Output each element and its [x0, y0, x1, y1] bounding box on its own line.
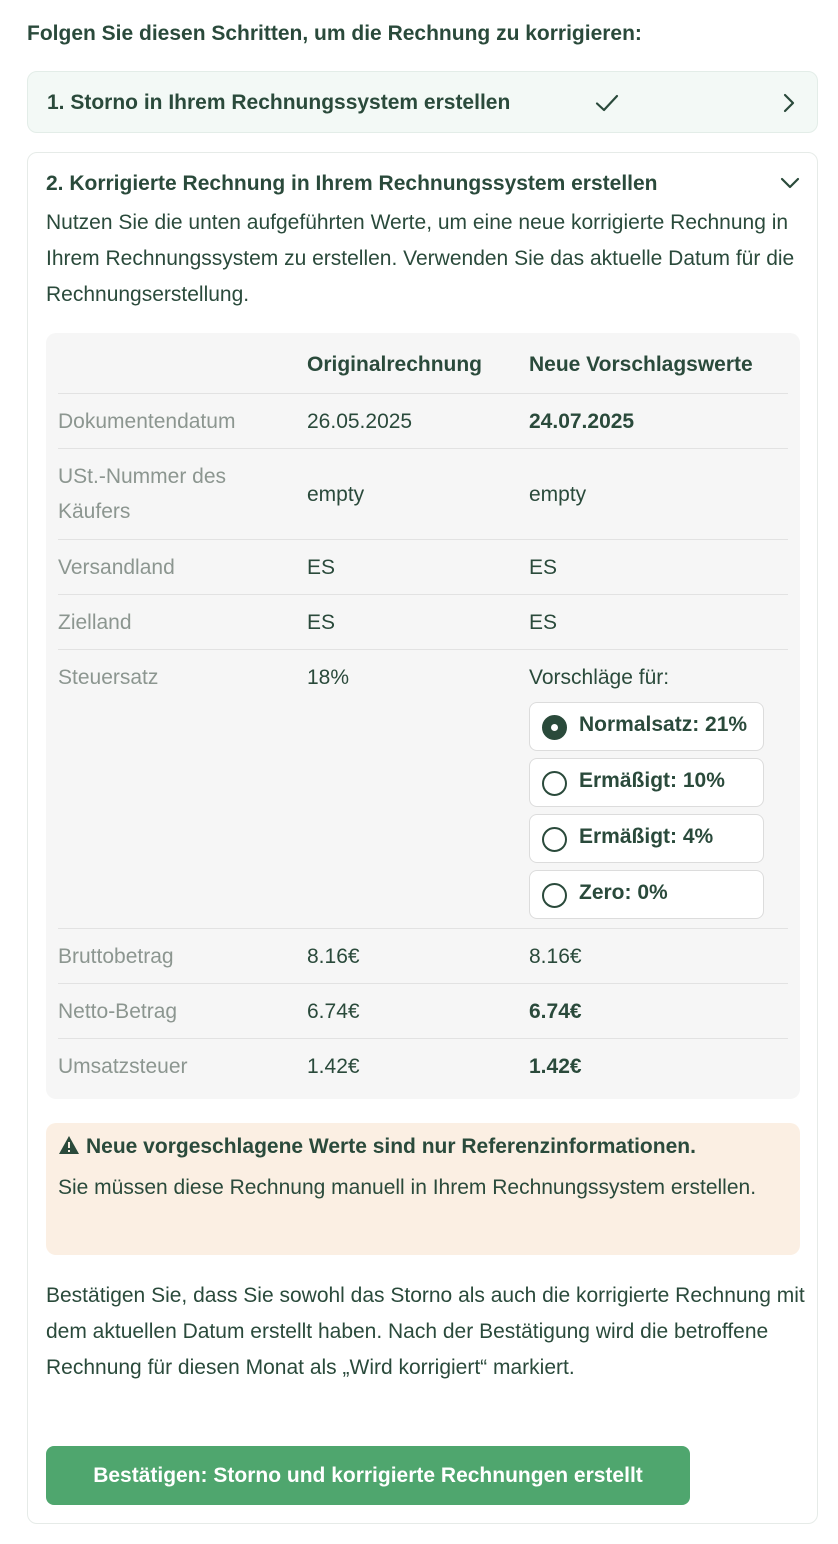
tax-option-zero[interactable] — [529, 870, 764, 919]
original-value: empty — [307, 483, 365, 506]
original-value: 1.42€ — [307, 1055, 360, 1078]
tax-option-reduced-4[interactable] — [529, 814, 764, 863]
row-label: Steuersatz — [58, 666, 159, 689]
row-label: Dokumentendatum — [58, 410, 236, 433]
original-value: 26.05.2025 — [307, 410, 413, 433]
warning-title-line — [58, 1135, 696, 1159]
radio-unselected-icon — [542, 827, 567, 852]
row-label: Umsatzsteuer — [58, 1055, 188, 1078]
new-value: ES — [529, 611, 558, 634]
table-row — [58, 1038, 788, 1093]
tax-option-label: Normalsatz: 21% — [579, 713, 748, 736]
chevron-right-icon[interactable] — [779, 92, 799, 114]
original-value: ES — [307, 556, 336, 579]
row-label: USt.-Nummer des Käufers — [58, 465, 227, 523]
new-value: 8.16€ — [529, 945, 582, 968]
tax-option-label: Ermäßigt: 10% — [579, 769, 725, 792]
chevron-down-icon[interactable] — [779, 173, 801, 193]
table-row — [58, 594, 788, 649]
header-new-values: Neue Vorschlagswerte — [529, 353, 753, 376]
tax-option-normal[interactable] — [529, 702, 764, 751]
row-label: Zielland — [58, 611, 132, 634]
radio-unselected-icon — [542, 771, 567, 796]
table-row — [58, 539, 788, 594]
original-value: 6.74€ — [307, 1000, 360, 1023]
new-value: ES — [529, 556, 558, 579]
table-row — [58, 928, 788, 983]
warning-text: Sie müssen diese Rechnung manuell in Ihrem Rechnungssystem erstellen. — [58, 1176, 757, 1199]
step-1-accordion[interactable] — [27, 71, 818, 133]
warning-icon — [58, 1135, 80, 1155]
row-label: Versandland — [58, 556, 175, 579]
step-2-description: Nutzen Sie die unten aufgeführten Werte, um eine neue korrigierte Rechnung in Ihrem Rechnungssystem zu erstellen. Verwenden Sie das aktuelle Datum für die Rechnungserstellung. — [46, 211, 795, 306]
radio-unselected-icon — [542, 883, 567, 908]
original-value: ES — [307, 611, 336, 634]
new-value: empty — [529, 483, 587, 506]
radio-selected-icon — [542, 715, 567, 740]
new-value: 24.07.2025 — [529, 410, 635, 433]
row-label: Bruttobetrag — [58, 945, 174, 968]
step-1-title: 1. Storno in Ihrem Rechnungssystem erstellen — [47, 91, 511, 114]
new-value: 6.74€ — [529, 1000, 582, 1023]
step-2-title: 2. Korrigierte Rechnung in Ihrem Rechnungssystem erstellen — [46, 172, 658, 195]
table-row — [58, 393, 788, 448]
check-icon — [594, 91, 620, 115]
tax-suggestions-label: Vorschläge für: — [529, 666, 670, 689]
table-row — [58, 448, 788, 539]
row-label: Netto-Betrag — [58, 1000, 178, 1023]
step-2-accordion — [27, 152, 818, 1524]
original-value: 8.16€ — [307, 945, 360, 968]
tax-option-label: Zero: 0% — [579, 881, 668, 904]
tax-option-label: Ermäßigt: 4% — [579, 825, 714, 848]
table-row — [58, 983, 788, 1038]
warning-title: Neue vorgeschlagene Werte sind nur Referenzinformationen. — [86, 1135, 696, 1158]
warning-box — [46, 1123, 800, 1255]
new-value: 1.42€ — [529, 1055, 582, 1078]
confirm-button[interactable]: Bestätigen: Storno und korrigierte Rechnungen erstellt — [46, 1446, 690, 1505]
intro-heading: Folgen Sie diesen Schritten, um die Rechnung zu korrigieren: — [27, 22, 642, 45]
header-original: Originalrechnung — [307, 353, 483, 376]
comparison-table — [46, 333, 800, 1099]
table-row-tax-rate — [58, 649, 788, 928]
confirm-description: Bestätigen Sie, dass Sie sowohl das Storno als auch die korrigierte Rechnung mit dem aktuellen Datum erstellt haben. Nach der Bestätigung wird die betroffene Rechnung für diesen Monat als „Wird korrigiert“ markiert. — [46, 1284, 805, 1379]
original-value: 18% — [307, 666, 350, 689]
tax-option-reduced-10[interactable] — [529, 758, 764, 807]
